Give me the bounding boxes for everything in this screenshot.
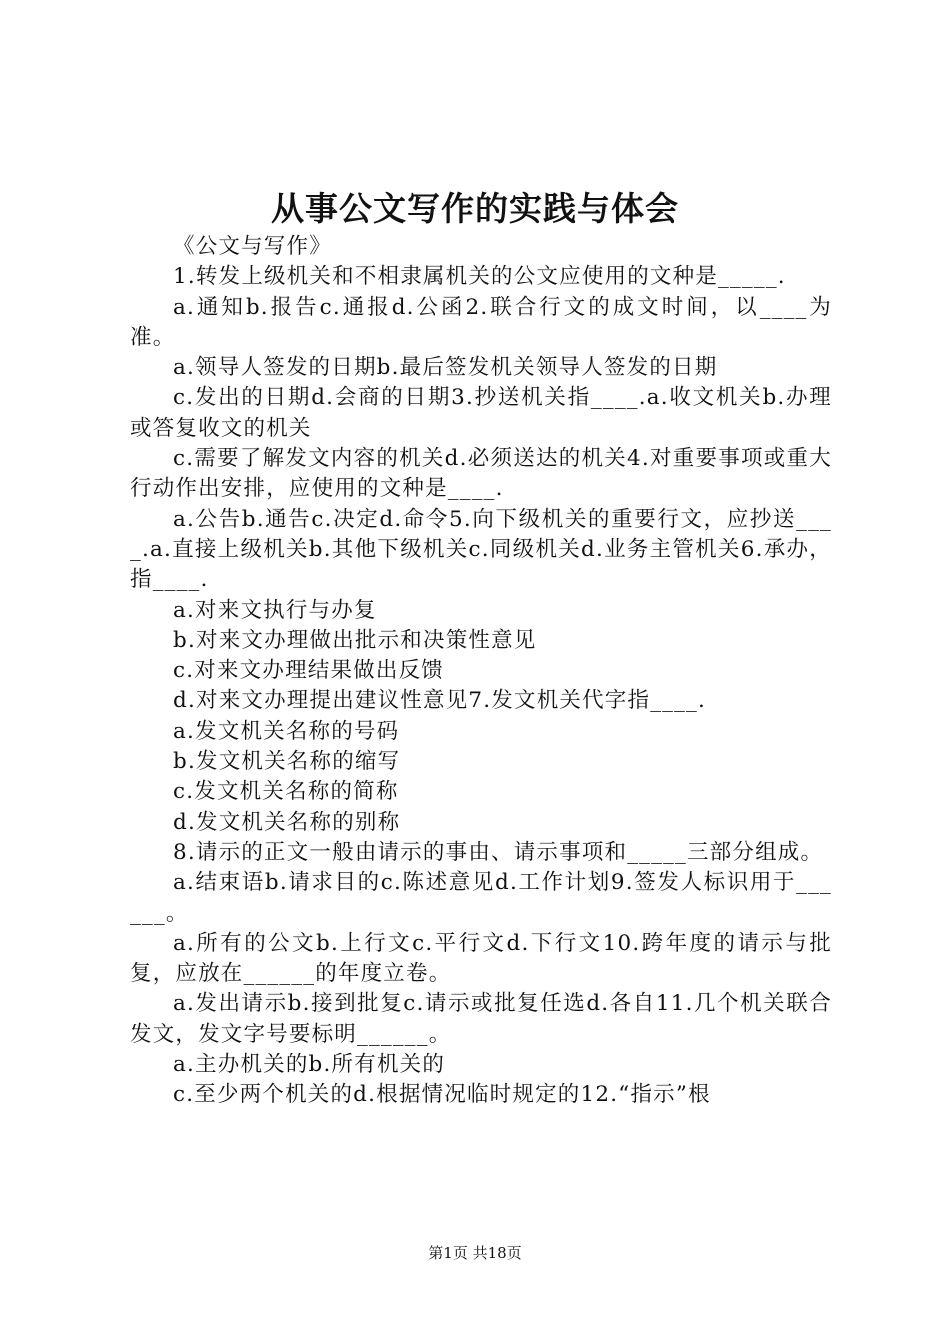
paragraph: a.发文机关名称的号码	[173, 718, 400, 744]
paragraph: a.领导人签发的日期b.最后签发机关领导人签发的日期	[173, 355, 718, 381]
paragraph: a.通知b.报告c.通报d.公函2.联合行文的成文时间，以____为准。	[130, 294, 832, 350]
paragraph: d.发文机关名称的别称	[173, 809, 401, 835]
paragraph: a.结束语b.请求目的c.陈述意见d.工作计划9.签发人标识用于______。	[130, 870, 832, 926]
paragraph: c.发文机关名称的简称	[173, 779, 399, 805]
paragraph: d.对来文办理提出建议性意见7.发文机关代字指____.	[173, 688, 707, 714]
paragraph: 1.转发上级机关和不相隶属机关的公文应使用的文种是_____.	[173, 264, 786, 290]
paragraph: a.发出请示b.接到批复c.请示或批复任选d.各自11.几个机关联合发文，发文字号要标明______。	[130, 991, 832, 1047]
paragraph: b.对来文办理做出批示和决策性意见	[173, 627, 537, 653]
paragraph: c.至少两个机关的d.根据情况临时规定的12.“指示”根	[173, 1082, 711, 1108]
document-title: 从事公文写作的实践与体会	[271, 189, 679, 228]
paragraph: a.所有的公文b.上行文c.平行文d.下行文10.跨年度的请示与批复，应放在______的年度立卷。	[130, 930, 832, 987]
paragraph: a.公告b.通告c.决定d.命令5.向下级机关的重要行文，应抄送____.a.直接上级机关b.其他下级机关c.同级机关d.业务主管机关6.承办，指____.	[130, 506, 832, 593]
paragraph: b.发文机关名称的缩写	[173, 749, 401, 775]
paragraph: c.需要了解发文内容的机关d.必须送达的机关4.对重要事项或重大行动作出安排，应使用的文种是____.	[130, 446, 832, 502]
paragraph: c.发出的日期d.会商的日期3.抄送机关指____.a.收文机关b.办理或答复收文的机关	[130, 385, 832, 441]
document-body	[130, 232, 832, 1111]
page-footer: 第1页 共18页	[428, 1244, 522, 1262]
paragraph: 《公文与写作》	[173, 234, 332, 259]
paragraph: a.对来文执行与办复	[173, 597, 377, 623]
paragraph: 8.请示的正文一般由请示的事由、请示事项和_____三部分组成。	[173, 839, 824, 865]
paragraph: a.主办机关的b.所有机关的	[173, 1052, 446, 1078]
paragraph: c.对来文办理结果做出反馈	[173, 658, 444, 684]
